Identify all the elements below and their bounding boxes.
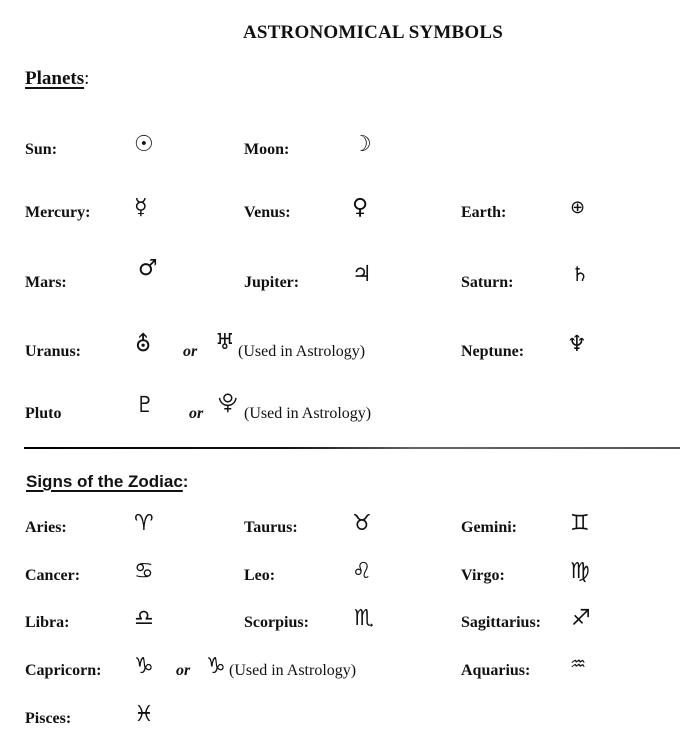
zodiac-label-sagittarius: Sagittarius: [461, 614, 541, 631]
saturn-symbol-icon: ♄ [571, 262, 589, 286]
zodiac-label-cancer: Cancer: [25, 567, 81, 584]
zodiac-label-virgo: Virgo: [461, 567, 505, 584]
planet-label-neptune: Neptune: [461, 343, 525, 360]
uranus-symbol-icon: ⛢ [135, 332, 152, 357]
capricorn-symbol-icon: ♑ [134, 654, 154, 679]
neptune-symbol-icon: ♆ [567, 332, 587, 357]
sun-symbol-icon: ☉ [134, 132, 154, 157]
libra-symbol-icon: ♎ [134, 606, 154, 631]
planet-label-sun: Sun: [25, 141, 58, 158]
planet-label-venus: Venus: [244, 204, 291, 221]
planet-label-earth: Earth: [461, 204, 507, 221]
planets-heading-text: Planets [25, 68, 85, 89]
planet-label-moon: Moon: [244, 141, 290, 158]
aquarius-symbol-icon: ♒ [570, 654, 587, 675]
zodiac-label-taurus: Taurus: [244, 519, 298, 536]
leo-symbol-icon: ♌ [352, 559, 372, 584]
taurus-symbol-icon: ♉ [352, 511, 372, 536]
pluto-astrology-note: (Used in Astrology) [244, 405, 372, 422]
zodiac-heading-text: Signs of the Zodiac [26, 472, 183, 491]
capricorn-astrology-note: (Used in Astrology) [229, 662, 357, 679]
pluto-astrology-symbol-icon: ⯓ [218, 390, 238, 414]
uranus-astrology-note: (Used in Astrology) [238, 343, 366, 360]
zodiac-label-libra: Libra: [25, 614, 70, 631]
planet-label-mars: Mars: [25, 274, 67, 291]
capricorn-astrology-symbol-icon: ♑ [206, 654, 226, 679]
zodiac-label-aquarius: Aquarius: [461, 662, 531, 679]
mars-symbol-icon: ♂ [138, 256, 158, 281]
page-title: ASTRONOMICAL SYMBOLS [243, 22, 504, 43]
venus-symbol-icon: ♀ [352, 195, 369, 220]
virgo-symbol-icon: ♍ [570, 559, 590, 584]
zodiac-label-capricorn: Capricorn: [25, 662, 102, 679]
pluto-or-text: or [189, 405, 204, 422]
pluto-symbol-icon: ♇ [135, 393, 155, 418]
zodiac-label-pisces: Pisces: [25, 710, 72, 727]
jupiter-symbol-icon: ♃ [352, 262, 372, 287]
zodiac-label-aries: Aries: [25, 519, 67, 536]
sagittarius-symbol-icon: ♐ [571, 606, 591, 631]
planet-label-mercury: Mercury: [25, 204, 91, 221]
planet-label-saturn: Saturn: [461, 274, 514, 291]
planets-heading-colon: : [84, 68, 90, 89]
planet-label-uranus: Uranus: [25, 343, 82, 360]
section-divider [24, 447, 680, 449]
moon-symbol-icon: ☽ [352, 132, 372, 157]
scorpius-symbol-icon: ♏ [354, 606, 374, 631]
zodiac-label-scorpius: Scorpius: [244, 614, 309, 631]
aries-symbol-icon: ♈ [134, 511, 154, 536]
zodiac-heading-colon: : [182, 472, 189, 491]
mercury-symbol-icon: ☿ [134, 195, 148, 220]
gemini-symbol-icon: ♊ [570, 511, 590, 536]
earth-symbol-icon: ⊕ [570, 197, 586, 218]
uranus-or-text: or [183, 343, 198, 360]
uranus-astrology-symbol-icon: ♅ [215, 330, 235, 355]
zodiac-label-leo: Leo: [244, 567, 276, 584]
planet-label-jupiter: Jupiter: [244, 274, 300, 291]
zodiac-label-gemini: Gemini: [461, 519, 517, 536]
pisces-symbol-icon: ♓ [134, 702, 154, 727]
planet-label-pluto: Pluto [25, 405, 62, 422]
cancer-symbol-icon: ♋ [134, 559, 154, 584]
zodiac-heading [26, 472, 188, 492]
planets-heading [25, 68, 89, 90]
capricorn-or-text: or [176, 662, 191, 679]
